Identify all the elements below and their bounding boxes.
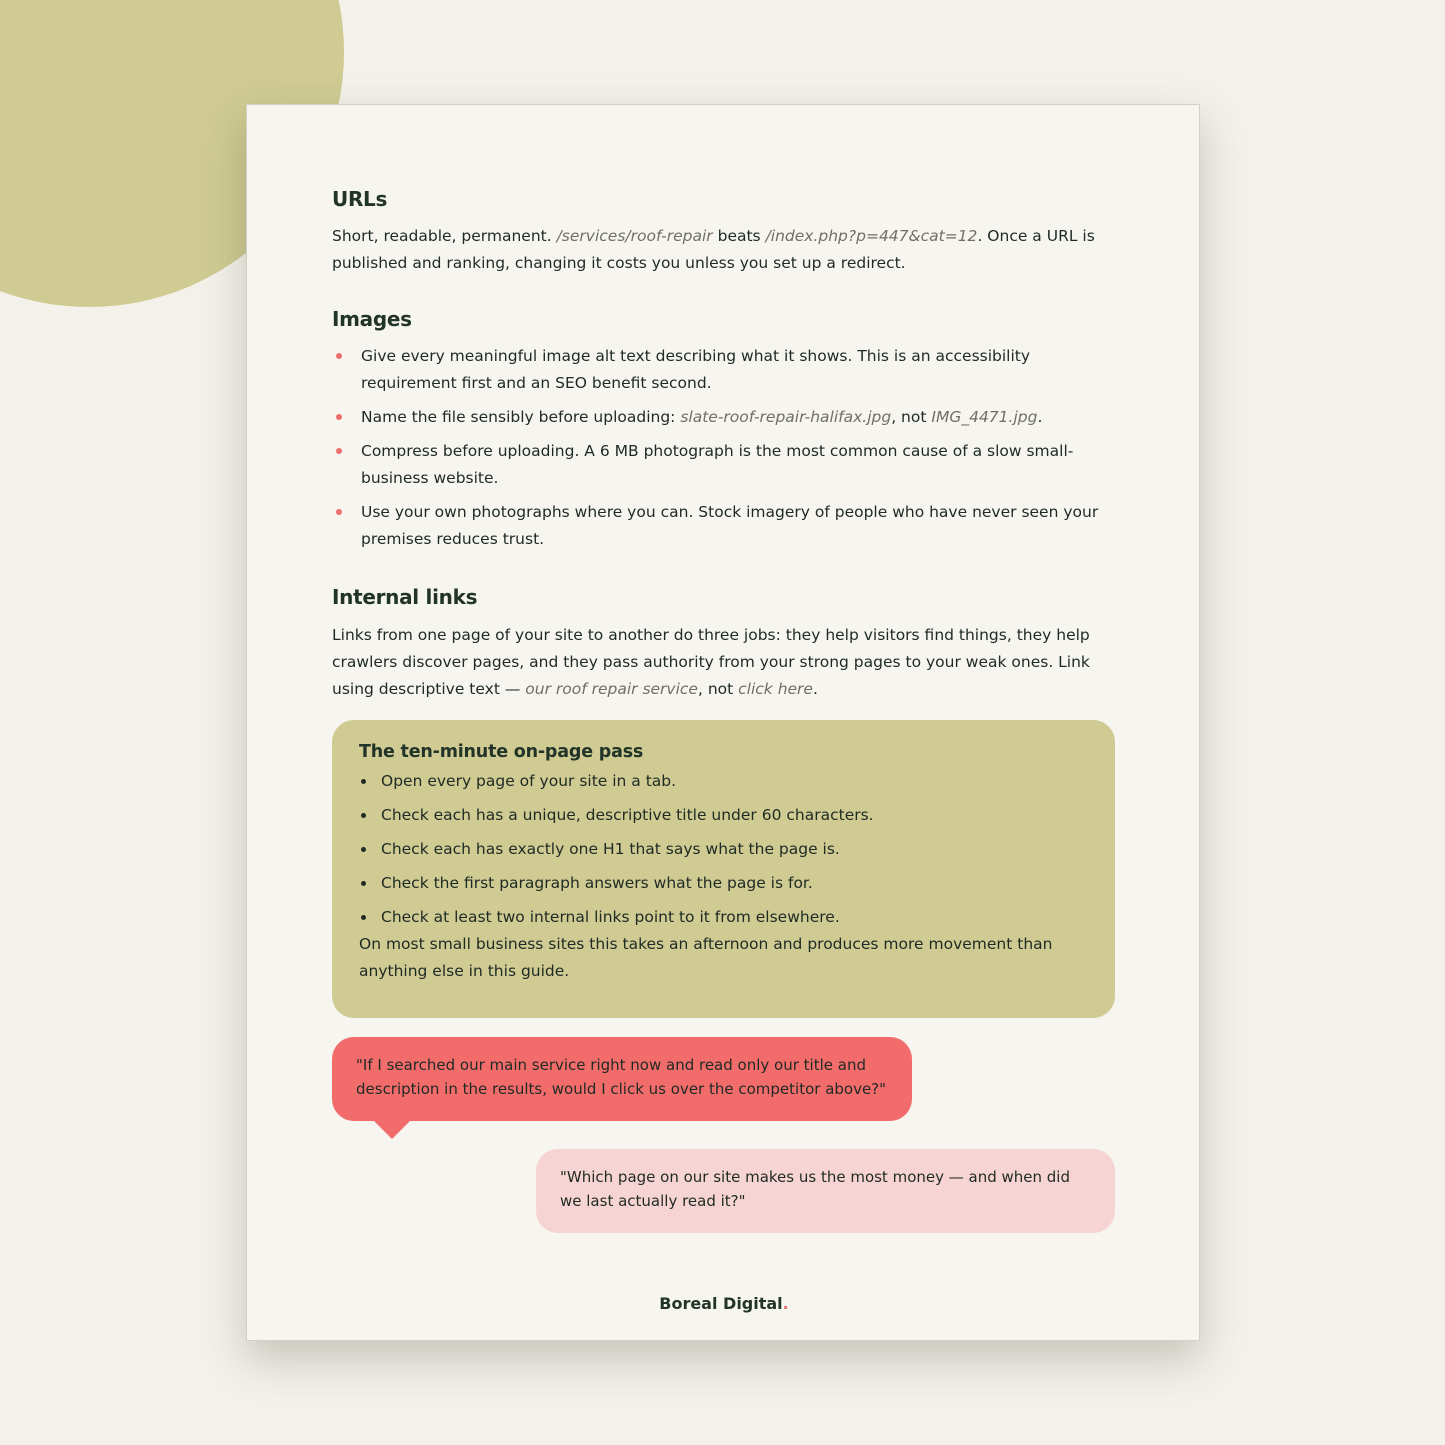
list-item-text: Name the file sensibly before uploading:: [361, 408, 681, 426]
checklist-item: [359, 870, 1088, 897]
bullet-icon: [336, 353, 342, 359]
links-text: Links from one page of your site to another do three jobs: they help visitors find things, they help crawlers discover pages, and they pass authority from your strong pages to your weak ones. Link using descriptive text —: [332, 626, 1090, 698]
bullet-icon: [361, 881, 366, 886]
list-item-text: Give every meaningful image alt text describing what it shows. This is an accessibility requirement first and an SEO benefit second.: [361, 347, 1031, 392]
callout-closing: On most small business sites this takes an afternoon and produces more movement than anything else in this guide.: [359, 935, 1053, 980]
filename-example-good: slate-roof-repair-halifax.jpg: [680, 408, 892, 426]
footer-brand: [247, 1294, 1201, 1313]
checklist-item-text: Check each has a unique, descriptive title under 60 characters.: [381, 806, 874, 824]
brand-name: Boreal Digital: [659, 1294, 783, 1313]
checklist-item-text: Check at least two internal links point to it from elsewhere.: [381, 908, 840, 926]
checklist-item-text: Check each has exactly one H1 that says what the page is.: [381, 840, 840, 858]
list-item-text: .: [1037, 408, 1043, 426]
checklist-item: [359, 904, 1088, 931]
list-item-text: Use your own photographs where you can. Stock imagery of people who have never seen your premises reduces trust.: [361, 503, 1099, 548]
list-item-text: , not: [891, 408, 932, 426]
internal-links-heading: Internal links: [332, 585, 478, 609]
bullet-icon: [336, 509, 342, 515]
list-item: [332, 343, 1115, 397]
list-item: [332, 499, 1115, 553]
checklist-item: [359, 768, 1088, 795]
checklist-item: [359, 802, 1088, 829]
links-text: , not: [697, 680, 739, 698]
list-item: [332, 404, 1115, 431]
speech-tail-icon: [374, 1121, 410, 1139]
url-example-good: /services/roof-repair: [556, 227, 713, 245]
bullet-icon: [336, 448, 342, 454]
url-example-bad: /index.php?p=447&cat=12: [765, 227, 978, 245]
links-text: .: [812, 680, 818, 698]
bullet-icon: [361, 813, 366, 818]
checklist-item-text: Check the first paragraph answers what the page is for.: [381, 874, 813, 892]
list-item: [332, 438, 1115, 492]
checklist: [359, 768, 1088, 931]
checklist-item-text: Open every page of your site in a tab.: [381, 772, 677, 790]
images-heading: Images: [332, 307, 412, 331]
anchor-example-bad: click here: [738, 680, 813, 698]
checklist-item: [359, 836, 1088, 863]
speech-bubble-question-1: [332, 1037, 912, 1121]
list-item-text: Compress before uploading. A 6 MB photograph is the most common cause of a slow small-business website.: [361, 442, 1074, 487]
urls-text: . Once a URL is published and ranking, changing it costs you unless you set up a redirect.: [332, 227, 1095, 272]
checklist-callout: [332, 720, 1115, 1018]
bullet-icon: [361, 779, 366, 784]
anchor-example-good: our roof repair service: [525, 680, 698, 698]
bullet-icon: [361, 847, 366, 852]
bullet-icon: [336, 414, 342, 420]
document-page: [246, 104, 1200, 1341]
urls-text: Short, readable, permanent.: [332, 227, 557, 245]
internal-links-paragraph: [332, 622, 1115, 703]
urls-heading: URLs: [332, 187, 388, 211]
urls-paragraph: [332, 223, 1115, 277]
urls-text: beats: [712, 227, 766, 245]
brand-accent: .: [782, 1294, 789, 1313]
bullet-icon: [361, 915, 366, 920]
bubble-text: "If I searched our main service right now and read only our title and description in the results, would I click us over the competitor above?": [356, 1056, 887, 1098]
images-list: [332, 343, 1115, 560]
bubble-text: "Which page on our site makes us the most money — and when did we last actually read it?": [560, 1168, 1070, 1210]
speech-bubble-question-2: [536, 1149, 1115, 1233]
filename-example-bad: IMG_4471.jpg: [931, 408, 1038, 426]
callout-title: The ten-minute on-page pass: [359, 742, 644, 762]
